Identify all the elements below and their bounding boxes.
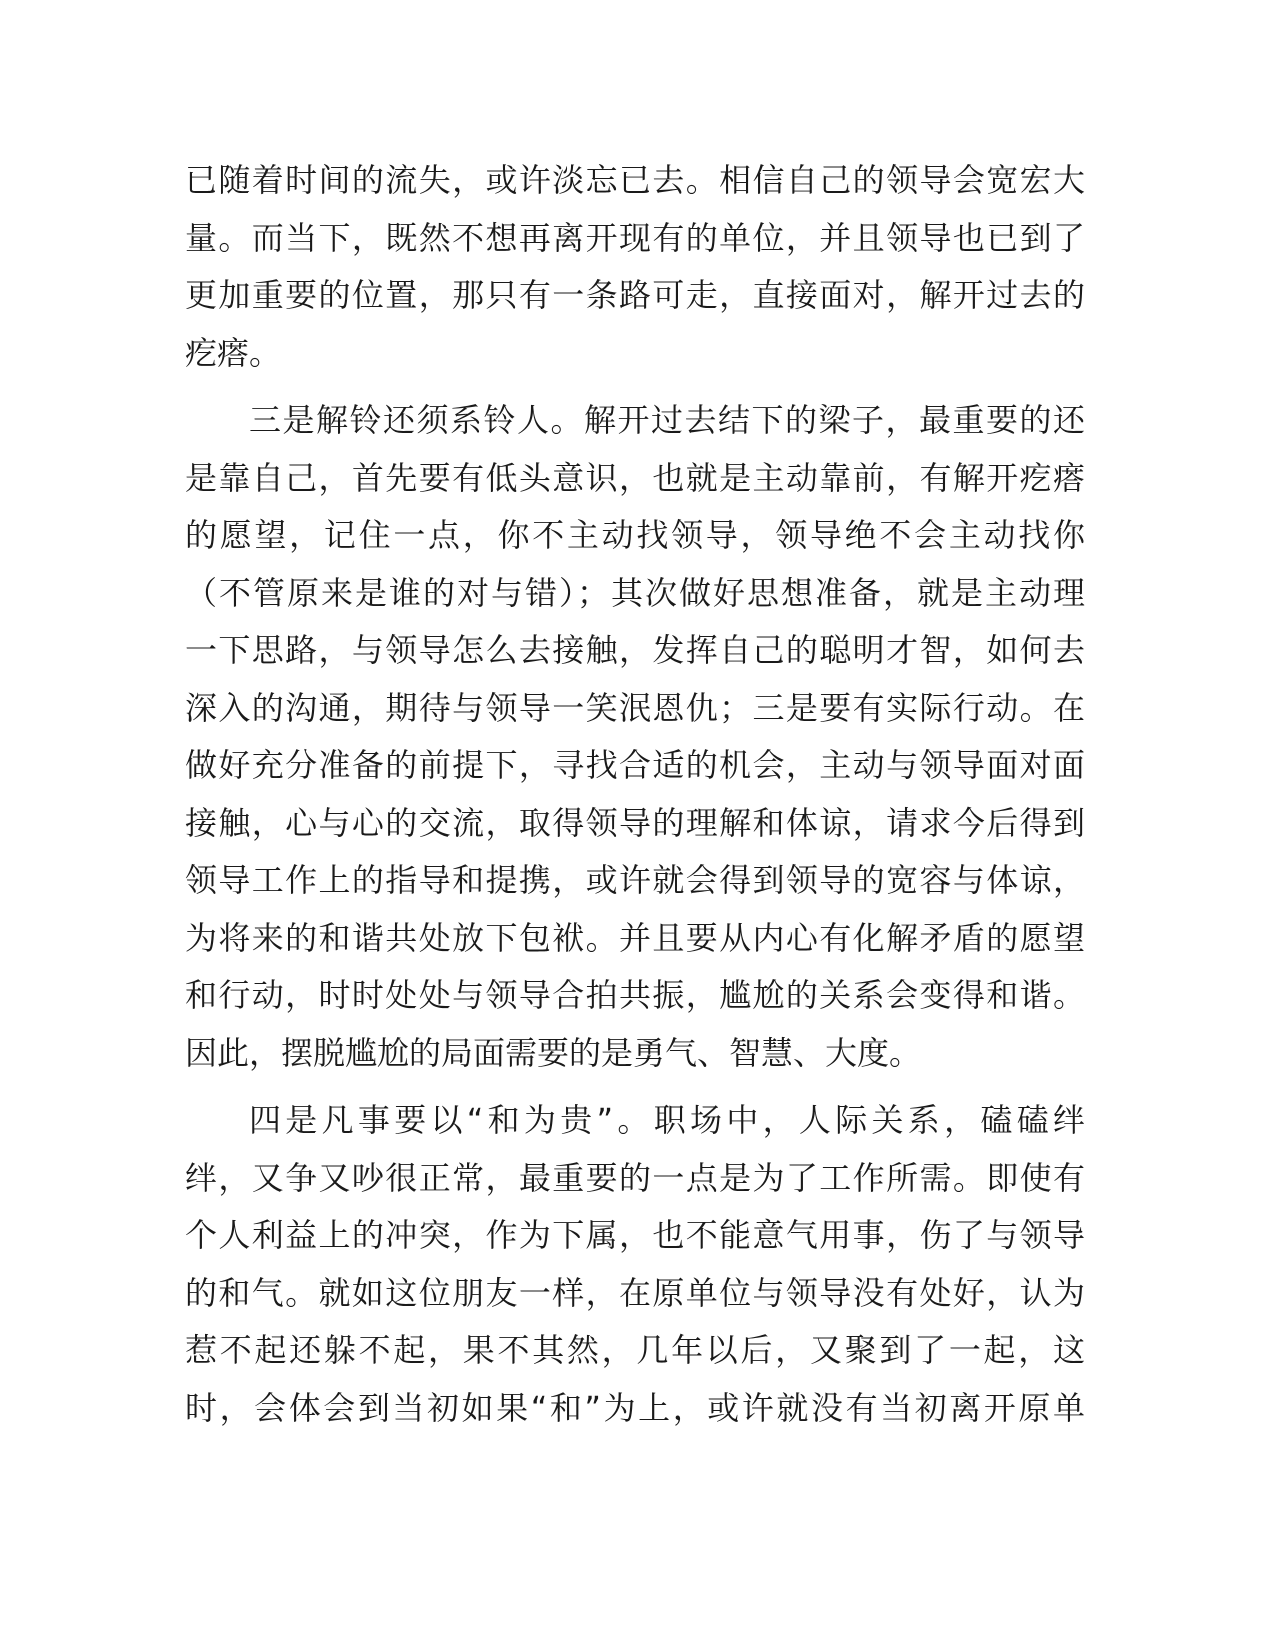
text-line: 是靠自己，首先要有低头意识，也就是主动靠前，有解开疙瘩 <box>185 458 1085 497</box>
text-line: 已随着时间的流失，或许淡忘已去。相信自己的领导会宽宏大 <box>185 161 1085 199</box>
text-line: 个人利益上的冲突，作为下属，也不能意气用事，伤了与领导 <box>185 1216 1085 1254</box>
text-line: 绊，又争又吵很正常，最重要的一点是为了工作所需。即使有 <box>185 1158 1085 1197</box>
text-line: 深入的沟通，期待与领导一笑泯恩仇；三是要有实际行动。在 <box>185 688 1085 727</box>
text-line: 三是解铃还须系铃人。解开过去结下的梁子，最重要的还 <box>249 401 1085 439</box>
text-line: 量。而当下，既然不想再离开现有的单位，并且领导也已到了 <box>185 218 1085 257</box>
text-line: 为将来的和谐共处放下包袱。并且要从内心有化解矛盾的愿望 <box>185 918 1085 957</box>
text-line: 和行动，时时处处与领导合拍共振，尴尬的关系会变得和谐。 <box>185 976 1085 1014</box>
text-line: 一下思路，与领导怎么去接触，发挥自己的聪明才智，如何去 <box>185 631 1085 669</box>
text-line: 领导工作上的指导和提携，或许就会得到领导的宽容与体谅， <box>185 861 1085 899</box>
body-text <box>185 152 1085 1437</box>
text-line: 时，会体会到当初如果“和”为上，或许就没有当初离开原单 <box>185 1388 1085 1427</box>
text-line: （不管原来是谁的对与错）；其次做好思想准备，就是主动理 <box>185 573 1085 612</box>
text-line: 做好充分准备的前提下，寻找合适的机会，主动与领导面对面 <box>185 746 1085 784</box>
paragraph <box>185 392 1085 1082</box>
text-line: 惹不起还躲不起，果不其然，几年以后，又聚到了一起，这 <box>185 1331 1085 1369</box>
paragraph-gap <box>185 382 1085 392</box>
text-line: 的愿望，记住一点，你不主动找领导，领导绝不会主动找你 <box>185 516 1085 554</box>
text-line: 接触，心与心的交流，取得领导的理解和体谅，请求今后得到 <box>185 803 1085 842</box>
text-line: 疙瘩。 <box>185 333 282 372</box>
text-line: 的和气。就如这位朋友一样，在原单位与领导没有处好，认为 <box>185 1273 1085 1312</box>
paragraph-gap <box>185 1082 1085 1092</box>
paragraph <box>185 152 1085 382</box>
paragraph <box>185 1092 1085 1437</box>
text-line: 因此，摆脱尴尬的局面需要的是勇气、智慧、大度。 <box>185 1033 922 1072</box>
text-line: 四是凡事要以“和为贵”。职场中，人际关系，磕磕绊 <box>249 1101 1085 1139</box>
text-line: 更加重要的位置，那只有一条路可走，直接面对，解开过去的 <box>185 276 1085 314</box>
